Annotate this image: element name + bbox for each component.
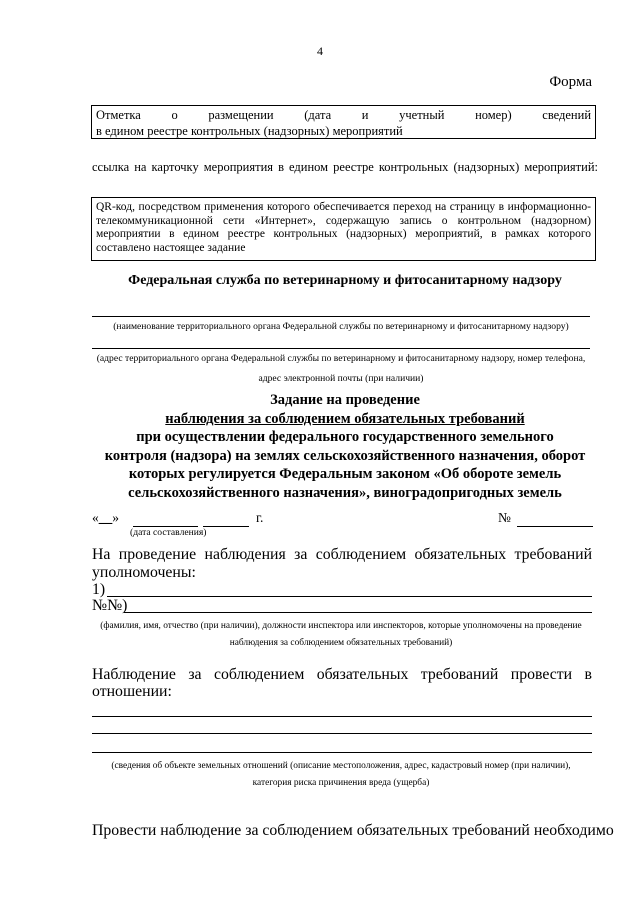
authorized-word: соблюдением — [315, 546, 407, 563]
title-line: сельскохозяйственного назначения», виноградопригодных земель — [128, 484, 562, 501]
title-line-underlined: наблюдения за соблюдением обязательных требований — [165, 410, 525, 427]
year-suffix: г. — [256, 510, 264, 525]
object-info-line-3 — [92, 752, 592, 753]
placement-word: сведений — [542, 108, 592, 122]
observation-word: за — [188, 666, 202, 683]
authorized-line-2: уполномочены: — [92, 564, 196, 581]
day-blank: __ — [98, 510, 113, 525]
title-line: при осуществлении федерального государственного земельного — [136, 429, 554, 446]
page-number: 4 — [317, 44, 323, 58]
inspector-caption-1: (фамилия, имя, отчество (при наличии), должности инспектора или инспекторов, которые уполномочены на проведение — [100, 621, 582, 631]
territorial-organ-caption: (наименование территориального органа Федеральной службы по ветеринарному и фитосанитарному надзору) — [113, 321, 569, 332]
agency-name: Федеральная служба по ветеринарному и фитосанитарному надзору — [128, 273, 562, 288]
observation-word: обязательных — [316, 666, 409, 683]
object-caption-1: (сведения об объекте земельных отношений (описание местоположения, адрес, кадастровый номер (при наличии), — [111, 761, 571, 771]
authorized-word: требований — [514, 546, 593, 563]
date-caption: (дата составления) — [130, 527, 207, 538]
title-line: Задание на проведение — [270, 392, 420, 408]
authorized-word: за — [294, 546, 308, 563]
authorized-word: проведение — [118, 546, 197, 563]
open-quote: « — [92, 510, 99, 525]
address-caption-2: адрес электронной почты (при наличии) — [258, 373, 424, 384]
placement-box — [91, 105, 596, 139]
object-info-line-2 — [92, 733, 592, 734]
placement-word: Отметка — [96, 108, 141, 122]
form-label: Форма — [549, 74, 592, 90]
card-link-text: ссылка на карточку мероприятия в едином реестре контрольных (надзорных) мероприятий: — [92, 160, 598, 174]
title-line: контроля (надзора) на землях сельскохозяйственного назначения, оборот — [104, 447, 586, 464]
placement-word: размещении — [208, 108, 274, 122]
placement-word: и — [361, 108, 369, 122]
observation-word: требований — [420, 666, 499, 683]
placement-word: номер) — [475, 108, 512, 122]
close-quote: » — [112, 510, 119, 525]
inspector-item-n: №№) — [92, 597, 128, 614]
authorized-word: обязательных — [414, 546, 507, 563]
number-sign: № — [498, 510, 511, 525]
footer-text: Провести наблюдение за соблюдением обязательных требований необходимо — [92, 822, 614, 839]
placement-word: (дата — [304, 108, 332, 122]
document-title — [60, 391, 630, 503]
observation-word: Наблюдение — [92, 666, 176, 683]
placement-line-2: в едином реестре контрольных (надзорных) мероприятий — [96, 124, 403, 138]
address-line — [92, 348, 590, 349]
address-caption-1: (адрес территориального органа Федеральной службы по ветеринарному и фитосанитарному надзору, номер телефона, — [96, 353, 586, 364]
number-blank-line — [517, 526, 593, 527]
date-field — [92, 510, 119, 526]
placement-word: о — [171, 108, 178, 122]
object-caption-2: категория риска причинения вреда (ущерба) — [252, 778, 430, 788]
qr-code-box: QR-код, посредством применения которого обеспечивается переход на страницу в информационно-телекоммуникационной сети «Интернет», содержащую запись о контрольном (надзорном) мероприятии в едином реестре контрольных (надзорных) мероприятий, в рамках которого составлено настоящее задание — [91, 197, 596, 261]
placement-word: учетный — [399, 108, 445, 122]
authorized-line-1 — [92, 546, 592, 564]
authorized-word: наблюдения — [204, 546, 286, 563]
observation-word: соблюдением — [213, 666, 305, 683]
year-blank-line — [203, 526, 249, 527]
title-line: которых регулируется Федеральным законом «Об обороте земель — [128, 466, 562, 483]
territorial-organ-line — [92, 316, 590, 317]
inspector-1-line — [107, 596, 592, 597]
authorized-word: На — [92, 546, 111, 563]
placement-line-1 — [96, 107, 591, 123]
observation-word: провести — [510, 666, 573, 683]
observation-word: в — [584, 666, 592, 683]
inspector-item-1: 1) — [92, 581, 106, 598]
observation-line-1 — [92, 666, 592, 684]
inspector-n-line — [124, 612, 592, 613]
observation-line-2: отношении: — [92, 683, 172, 700]
object-info-line-1 — [92, 716, 592, 717]
inspector-caption-2: наблюдения за соблюдением обязательных требований) — [229, 638, 453, 648]
